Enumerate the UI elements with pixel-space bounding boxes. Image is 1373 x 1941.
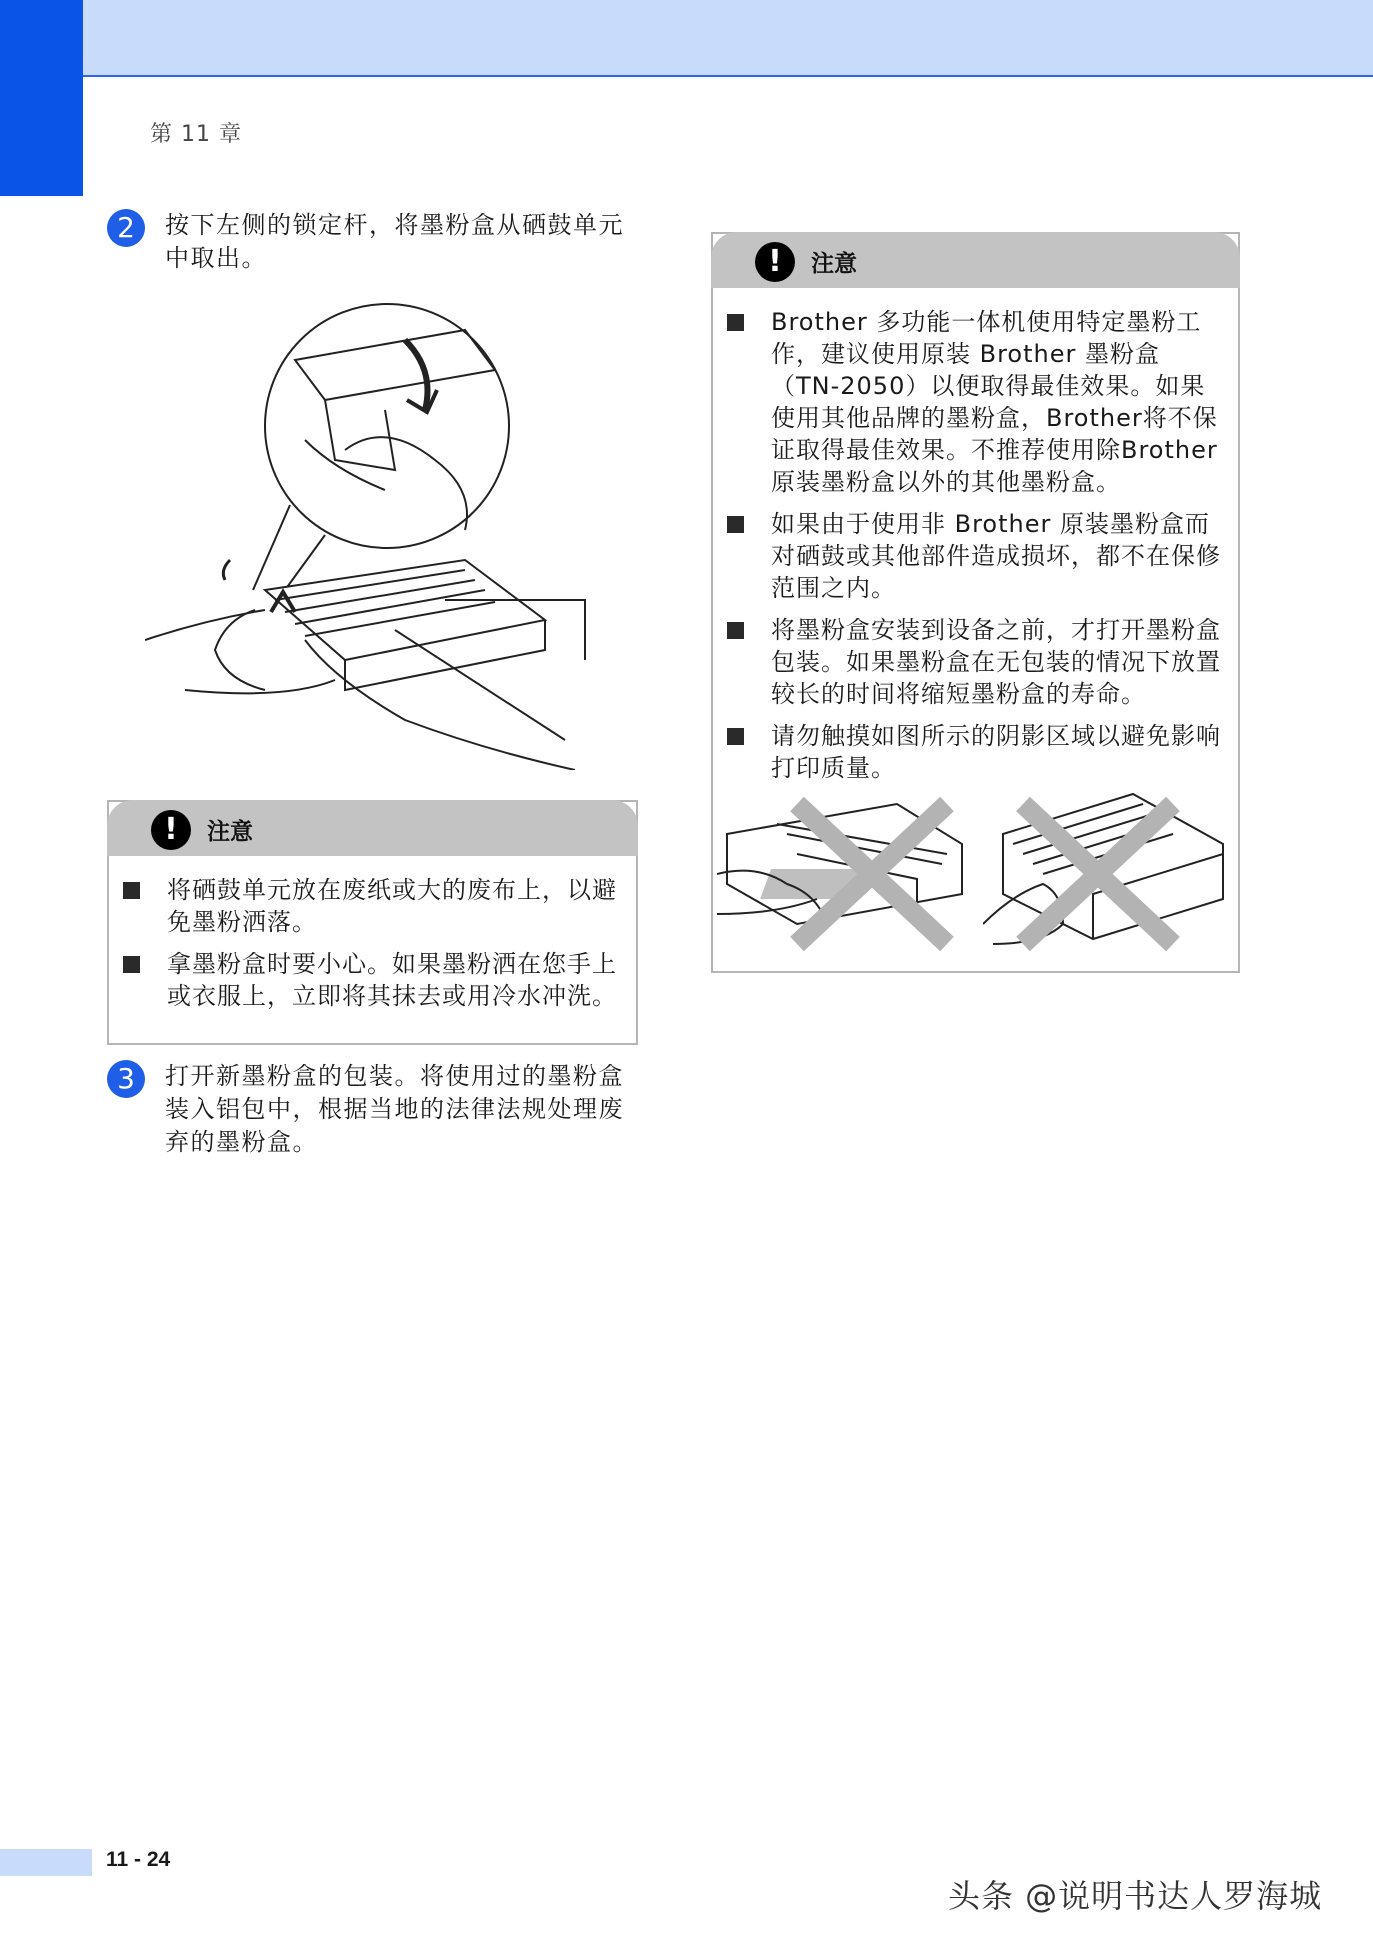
list-item <box>727 720 1224 784</box>
note-left <box>107 800 638 1045</box>
page-number-bar <box>0 1849 92 1876</box>
chapter-tab <box>0 0 83 196</box>
bullet-square-icon <box>727 516 744 533</box>
header-band <box>0 0 1373 77</box>
bullet-square-icon <box>123 956 140 973</box>
toner-removal-illustration <box>145 300 595 770</box>
do-not-touch-drum-illustration <box>717 784 972 954</box>
list-item <box>123 948 622 1012</box>
step-text: 按下左侧的锁定杆，将墨粉盒从硒鼓单元中取出。 <box>165 211 624 272</box>
note-title: 注意 <box>207 819 253 845</box>
bullet-square-icon <box>727 728 744 745</box>
step-text: 打开新墨粉盒的包装。将使用过的墨粉盒装入铝包中，根据当地的法律法规处理废弃的墨粉盒。 <box>165 1062 624 1156</box>
chapter-label: 第 11 章 <box>150 122 242 147</box>
list-item-text: 如果由于使用非 Brother 原装墨粉盒而对硒鼓或其他部件造成损坏，都不在保修范围之内。 <box>771 510 1221 602</box>
list-item <box>727 508 1224 604</box>
list-item-text: Brother 多功能一体机使用特定墨粉工作，建议使用原装 Brother 墨粉盒（TN-2050）以便取得最佳效果。如果使用其他品牌的墨粉盒，Brother将不保证取得最佳效果。不推荐使用除Brother原装墨粉盒以外的其他墨粉盒。 <box>771 308 1218 496</box>
bullet-square-icon <box>727 314 744 331</box>
do-not-touch-toner-illustration <box>983 784 1233 954</box>
list-item <box>727 306 1224 498</box>
watermark: 头条 @说明书达人罗海城 <box>948 1877 1323 1915</box>
exclamation-icon: ! <box>755 242 795 282</box>
page-number: 11 - 24 <box>106 1848 171 1871</box>
note-list <box>727 306 1224 794</box>
note-header <box>711 232 1240 288</box>
list-item <box>727 614 1224 710</box>
list-item-text: 将墨粉盒安装到设备之前，才打开墨粉盒包装。如果墨粉盒在无包装的情况下放置较长的时间将缩短墨粉盒的寿命。 <box>771 616 1221 708</box>
step-number-badge: 3 <box>107 1060 145 1098</box>
list-item-text: 拿墨粉盒时要小心。如果墨粉洒在您手上或衣服上，立即将其抹去或用冷水冲洗。 <box>167 950 617 1010</box>
bullet-square-icon <box>727 622 744 639</box>
exclamation-icon: ! <box>151 810 191 850</box>
list-item <box>123 874 622 938</box>
list-item-text: 将硒鼓单元放在废纸或大的废布上，以避免墨粉洒落。 <box>167 876 617 936</box>
step-number-badge: 2 <box>107 209 145 247</box>
list-item-text: 请勿触摸如图所示的阴影区域以避免影响打印质量。 <box>771 722 1221 782</box>
note-header <box>107 800 638 856</box>
note-right <box>711 232 1240 973</box>
note-title: 注意 <box>811 251 857 277</box>
bullet-square-icon <box>123 882 140 899</box>
note-list <box>123 874 622 1022</box>
